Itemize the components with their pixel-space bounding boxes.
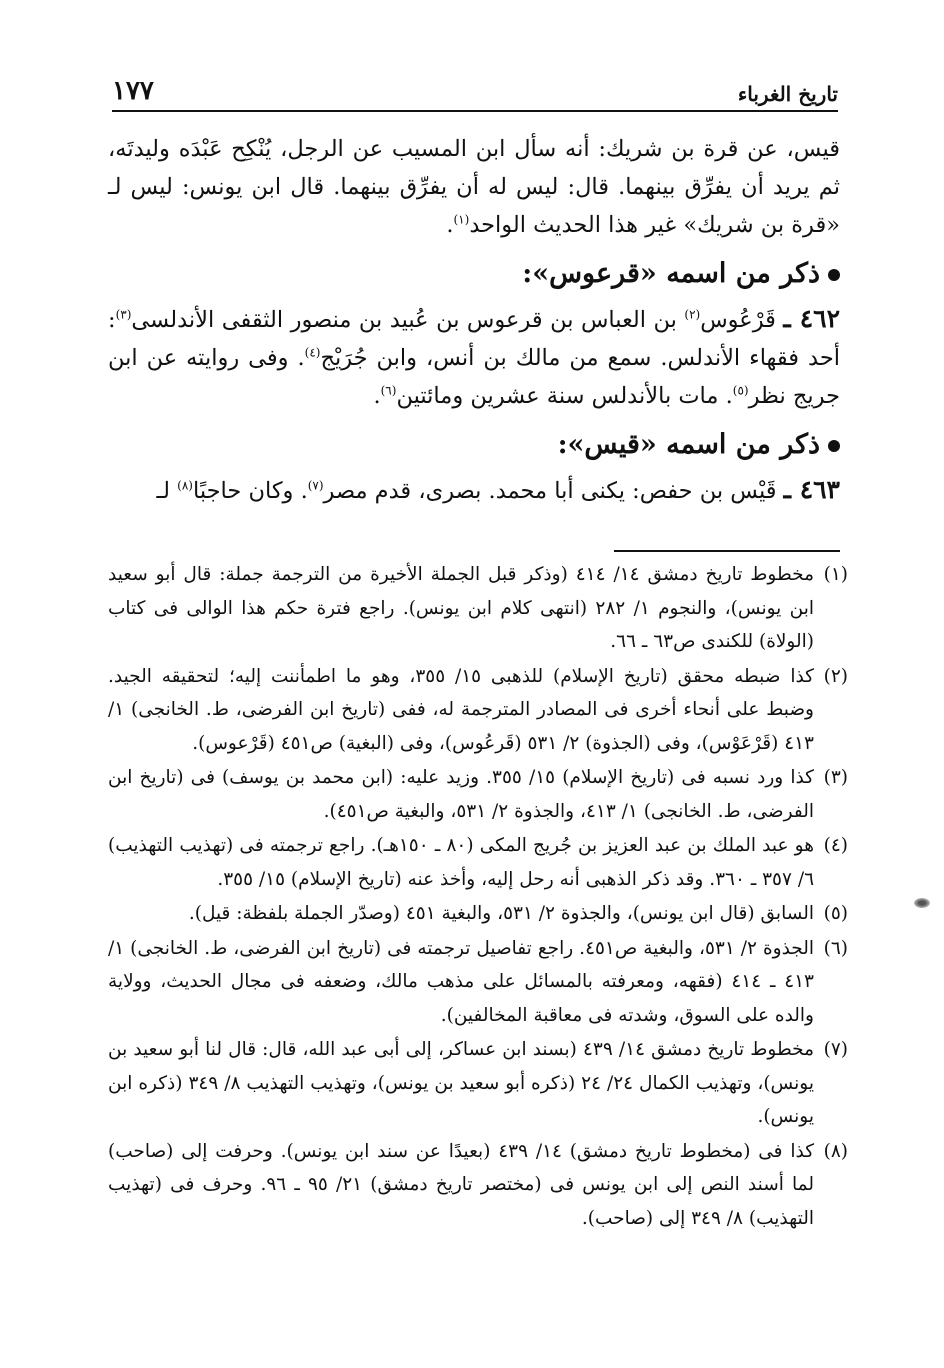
footnote-ref: (٦) bbox=[380, 383, 397, 398]
footnote bbox=[108, 897, 848, 931]
footnote bbox=[108, 932, 848, 1033]
footnote bbox=[108, 829, 848, 896]
heading-text: ذكر من اسمه «قيس»: bbox=[557, 429, 820, 460]
entry-text: . مات بالأندلس سنة عشرين ومائتين bbox=[396, 383, 733, 409]
footnote-ref: (٤) bbox=[304, 345, 321, 360]
section-heading-qarous bbox=[108, 252, 840, 296]
footnote-text: مخطوط تاريخ دمشق ١٤/ ٤١٤ (وذكر قبل الجملة الأخيرة من الترجمة جملة: قال أبو سعيد ابن يونس)، والنجوم ١/ ٢٨٢ (انتهى كلام ابن يونس). راجع فترة حكم هذا الوالى فى كتاب (الولاة) للكندى ص٦٣ ـ ٦٦. bbox=[108, 564, 814, 652]
paragraph-text: قيس، عن قرة بن شريك: أنه سأل ابن المسيب عن الرجل، يُنْكِح عَبْدَه وليدتَه، ثم يريد أن يفرِّق بينهما. قال: ليس له أن يفرِّق بينهما. قال ابن يونس: ليس لـ «قرة بن شريك» غير هذا الحديث الواحد bbox=[108, 136, 840, 238]
heading-text: ذكر من اسمه «قرعوس»: bbox=[522, 258, 820, 289]
entry-text: بن العباس بن قرعوس بن عُبيد بن منصور الثقفى الأندلسى bbox=[131, 307, 677, 333]
footnote-text: كذا فى (مخطوط تاريخ دمشق) ١٤/ ٤٣٩ (بعيدًا عن سند ابن يونس). وحرفت إلى (صاحب) لما أسند النص إلى ابن يونس فى (مختصر تاريخ دمشق) ٢١/ ٩٥ ـ ٩٦. وحرف فى (تهذيب التهذيب) ٨/ ٣٤٩ إلى (صاحب). bbox=[108, 1140, 815, 1229]
running-header bbox=[112, 78, 838, 112]
entry-text: . وفى روايته عن ابن جريج نظر bbox=[108, 345, 840, 409]
footnote-ref: (٣) bbox=[115, 307, 132, 322]
footnote-number: (٥) bbox=[823, 903, 848, 924]
footnote-number: (٦) bbox=[823, 937, 849, 959]
page-number: ١٧٧ bbox=[112, 76, 154, 106]
footnote-text: كذا ضبطه محقق (تاريخ الإسلام) للذهبى ١٥/ ٣٥٥، وهو ما اطمأننت إليه؛ لتحقيقه الجيد. وضبط على أنحاء أخرى فى المصادر المترجمة له، ففى (تاريخ ابن الفرضى، ط. الخانجى) ١/ ٤١٣ (قَرْعَوْس)، وفى (الجذوة) ٢/ ٥٣١ (قَرعُوس)، وفى (البغية) ص٤٥١ (قَرْعوس). bbox=[108, 665, 814, 754]
bullet-icon bbox=[828, 440, 840, 452]
entry-463 bbox=[108, 471, 840, 510]
running-title: تاريخ الغرباء bbox=[737, 82, 838, 106]
footnote-text: السابق (قال ابن يونس)، والجذوة ٢/ ٥٣١، والبغية ٤٥١ (وصدّر الجملة بلفظة: قيل). bbox=[188, 903, 814, 924]
footnote-number: (٢) bbox=[823, 665, 848, 687]
entry-number: ٤٦٢ ـ bbox=[783, 304, 841, 333]
footnotes bbox=[108, 558, 848, 1236]
footnote-ref: (٢) bbox=[684, 307, 701, 322]
entry-text: . وكان حاجبًا bbox=[192, 478, 308, 504]
footnote-text: كذا ورد نسبه فى (تاريخ الإسلام) ١٥/ ٣٥٥. وزيد عليه: (ابن محمد بن يوسف) فى (تاريخ ابن الفرضى، ط. الخانجى) ١/ ٤١٣، والجذوة ٢/ ٥٣١، والبغية ص٤٥١). bbox=[108, 767, 814, 822]
entry-462 bbox=[108, 300, 840, 415]
footnote-ref: (٧) bbox=[307, 478, 324, 493]
footnote-number: (٨) bbox=[823, 1140, 848, 1162]
entry-number: ٤٦٣ ـ bbox=[783, 475, 840, 504]
footnote-number: (٤) bbox=[823, 835, 848, 856]
paragraph-end: . bbox=[446, 212, 454, 238]
footnote bbox=[108, 761, 848, 828]
footnote-ref: (١) bbox=[453, 212, 470, 227]
opening-paragraph bbox=[108, 130, 840, 244]
footnote-text: الجذوة ٢/ ٥٣١، والبغية ص٤٥١. راجع تفاصيل ترجمته فى (تاريخ ابن الفرضى، ط. الخانجى) ١/ ٤١٣ ـ ٤١٤ (فقهه، ومعرفته بالمسائل على مذهب مالك، وضعفه فى مجال الحديث، وولاية والده على السوق، وشدته فى معاقبة المخالفين). bbox=[108, 937, 815, 1026]
entry-text: . bbox=[373, 383, 381, 409]
footnote-text: مخطوط تاريخ دمشق ١٤/ ٤٣٩ (بسند ابن عساكر، إلى أبى عبد الله، قال: قال لنا أبو سعيد بن يونس)، وتهذيب الكمال ٢٤/ ٢٤ (ذكره أبو سعيد بن يونس)، وتهذيب التهذيب ٨/ ٣٤٩ (ذكره ابن يونس). bbox=[108, 1039, 814, 1127]
footnote-number: (٣) bbox=[823, 767, 848, 788]
scan-speck bbox=[914, 898, 930, 908]
footnote bbox=[108, 1135, 848, 1236]
main-text bbox=[108, 130, 840, 510]
entry-text: قَيْس بن حفص: يكنى أبا محمد. بصرى، قدم مصر bbox=[323, 478, 777, 504]
footnote-text: هو عبد الملك بن عبد العزيز بن جُريج المكى (٨٠ ـ ١٥٠هـ). راجع ترجمته فى (تهذيب التهذيب) ٦/ ٣٥٧ ـ ٣٦٠. وقد ذكر الذهبى أنه رحل إليه، وأخذ عنه (تاريخ الإسلام) ١٥/ ٣٥٥. bbox=[108, 835, 814, 890]
footnote-number: (٧) bbox=[823, 1039, 848, 1060]
entry-name: قَرْعُوس bbox=[700, 307, 776, 333]
bullet-icon bbox=[828, 269, 840, 281]
entry-text: لـ bbox=[156, 478, 178, 504]
footnote-number: (١) bbox=[823, 564, 848, 585]
section-heading-qays bbox=[108, 423, 840, 467]
footnote bbox=[108, 1033, 848, 1134]
footnote-ref: (٨) bbox=[177, 478, 193, 493]
entry-text: : أحد فقهاء الأندلس. سمع من مالك بن أنس، وابن جُرَيْج bbox=[108, 307, 840, 371]
footnote bbox=[108, 558, 848, 659]
footnote-ref: (٥) bbox=[732, 383, 749, 398]
footnote bbox=[108, 660, 848, 761]
footnote-separator bbox=[614, 550, 840, 552]
